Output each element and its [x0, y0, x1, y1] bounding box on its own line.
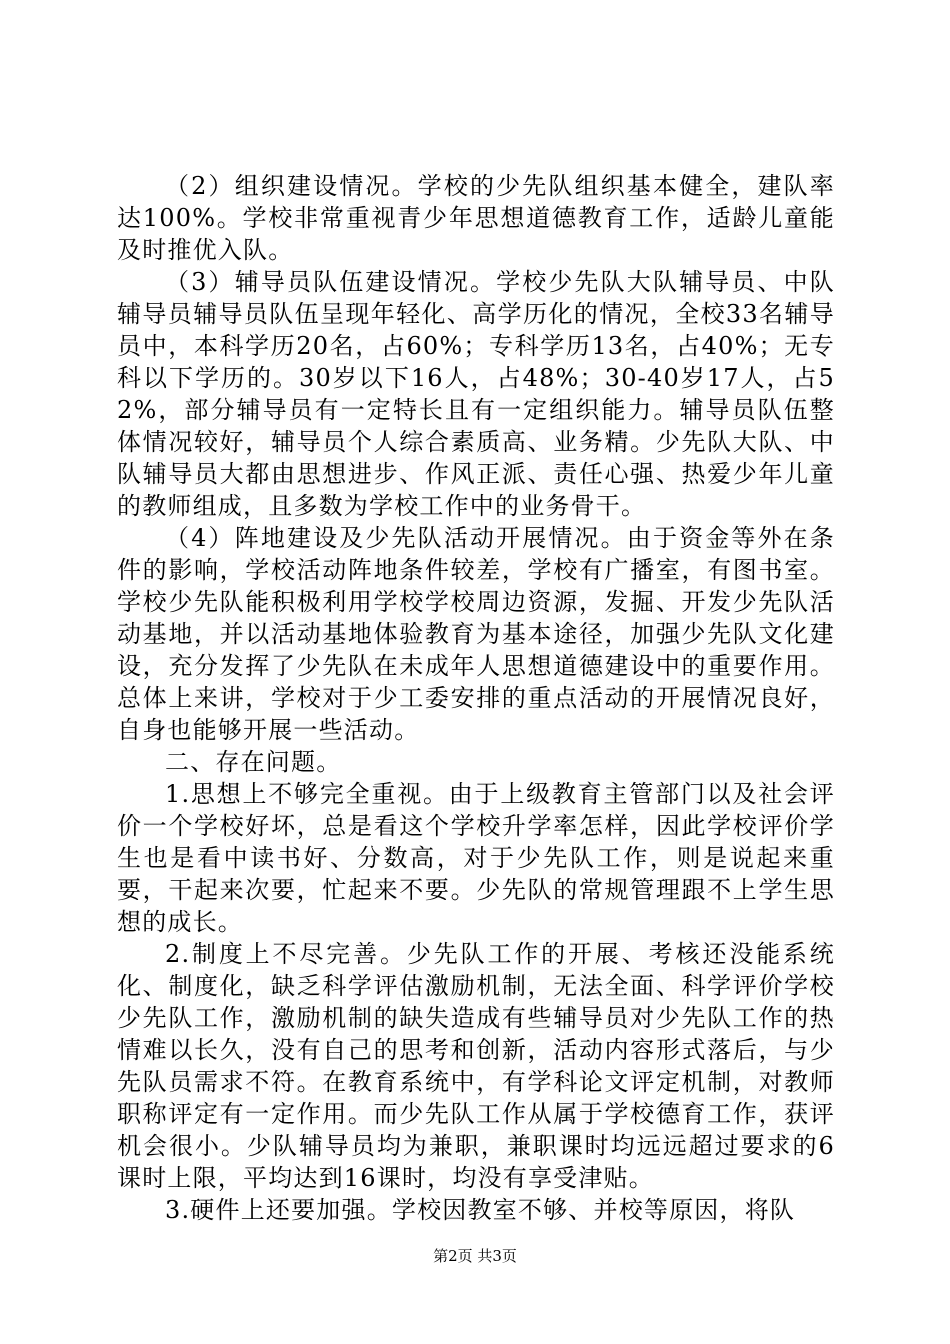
paragraph-problem-2: 2.制度上不尽完善。少先队工作的开展、考核还没能系统化、制度化，缺乏科学评估激励机制，无法全面、科学评价学校少先队工作，激励机制的缺失造成有些辅导员对少先队工作的热情难以长久，没有自己的思考和创新，活动内容形式落后，与少先队员需求不符。在教育系统中，有学科论文评定机制，对教师职称评定有一定作用。而少先队工作从属于学校德育工作，获评机会很小。少队辅导员均为兼职，兼职课时均远远超过要求的6课时上限，平均达到16课时，均没有享受津贴。 [117, 940, 835, 1192]
page-footer: 第2页 共3页 [433, 1247, 517, 1265]
section-heading-problems: 二、存在问题。 [165, 748, 342, 776]
paragraph-venue-activities: （4）阵地建设及少先队活动开展情况。由于资金等外在条件的影响，学校活动阵地条件较差，学校有广播室，有图书室。学校少先队能积极利用学校学校周边资源，发掘、开发少先队活动基地，并以活动基地体验教育为基本途径，加强少先队文化建设，充分发挥了少先队在未成年人思想道德建设中的重要作用。总体上来讲，学校对于少工委安排的重点活动的开展情况良好，自身也能够开展一些活动。 [117, 524, 835, 744]
paragraph-problem-3: 3.硬件上还要加强。学校因教室不够、并校等原因，将队 [165, 1196, 796, 1224]
paragraph-organization: （2）组织建设情况。学校的少先队组织基本健全，建队率达100%。学校非常重视青少年思想道德教育工作，适龄儿童能及时推优入队。 [117, 172, 835, 264]
paragraph-counselor-team: （3）辅导员队伍建设情况。学校少先队大队辅导员、中队辅导员辅导员队伍呈现年轻化、高学历化的情况，全校33名辅导员中，本科学历20名，占60%；专科学历13名，占40%；无专科以下学历的。30岁以下16人，占48%；30-40岁17人，占52%，部分辅导员有一定特长且有一定组织能力。辅导员队伍整体情况较好，辅导员个人综合素质高、业务精。少先队大队、中队辅导员大都由思想进步、作风正派、责任心强、热爱少年儿童的教师组成，且多数为学校工作中的业务骨干。 [117, 268, 835, 520]
paragraph-problem-1: 1.思想上不够完全重视。由于上级教育主管部门以及社会评价一个学校好坏，总是看这个学校升学率怎样，因此学校评价学生也是看中读书好、分数高，对于少先队工作，则是说起来重要，干起来次要，忙起来不要。少先队的常规管理跟不上学生思想的成长。 [117, 780, 835, 936]
document-body [117, 170, 835, 1226]
